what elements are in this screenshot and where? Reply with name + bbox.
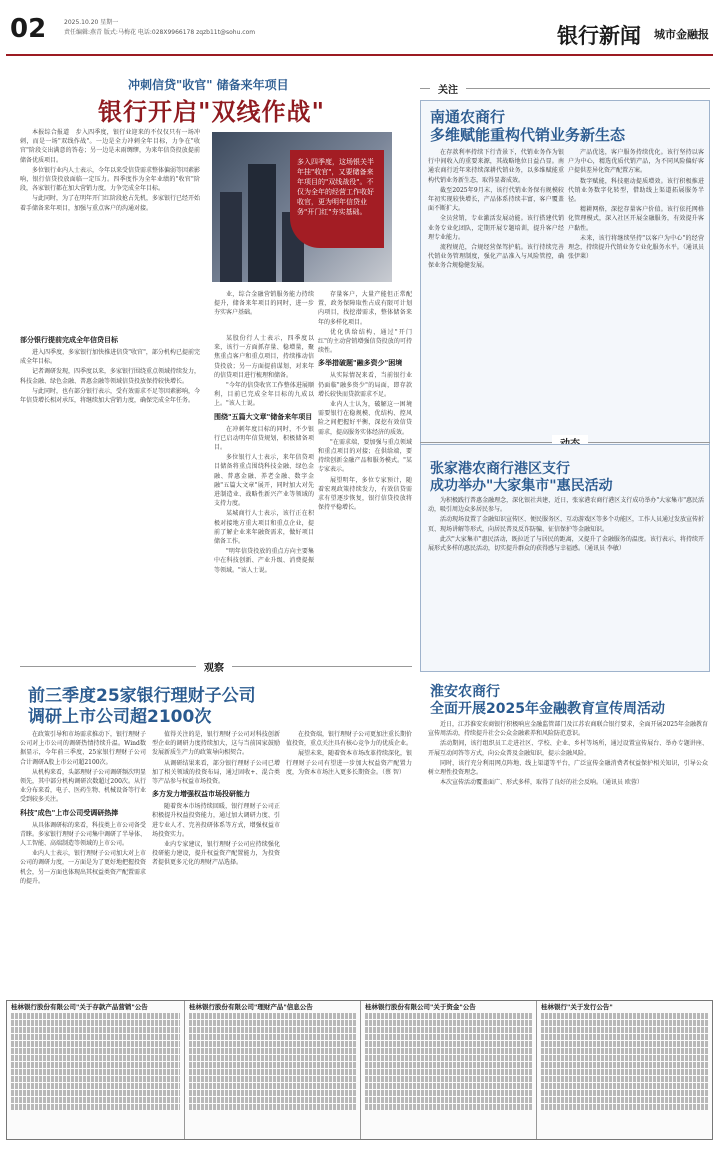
lead-headline: 银行开启"双线作战" [98, 97, 326, 126]
nantong-headline-1: 南通农商行 [430, 108, 506, 126]
subheading: 围绕"五篇大文章"储备来年项目 [214, 412, 313, 421]
paragraph: 截至2025年9月末，该行代销业务保有规模较年初实现较快增长，产品体系持续丰富，客户覆盖面不断扩大。 [428, 186, 564, 213]
lead-column-3 [318, 290, 412, 635]
observation-headline-1: 前三季度25家银行理财子公司 [28, 686, 256, 706]
lead-column-2 [214, 290, 314, 330]
paragraph: 某股份行人士表示，四季度以来，该行一方面抓存量、稳增量，聚焦重点客户和重点项目，持续推动信贷投放；另一方面提前谋划，对来年的信贷项目进行梳理和储备。 [214, 335, 314, 379]
subheading: 多举措破题"融多资少"困境 [318, 359, 403, 368]
paragraph: 近日，江苏淮安农商银行积极响应金融监管部门及江苏农商联合银行要求，全面开展2025年金融教育宣传周活动，持续提升社会公众金融素养和风险防范意识。 [428, 721, 708, 738]
paragraph: 随着资本市场持续回暖，银行理财子公司正积极提升权益投资能力，通过加大调研力度、引进专业人才、完善投研体系等方式，增强权益市场投资实力。 [152, 803, 280, 838]
issue-date: 2025.10.20 星期一 [64, 19, 119, 26]
observation-column-2 [152, 730, 280, 992]
paragraph: 精耕网格，深挖存量客户价值。该行依托网格化管理模式，深入社区开展金融服务，有效提升客户黏性。 [568, 206, 704, 232]
paragraph: 与此同时，也有部分银行表示，受有效需求不足等因素影响，今年信贷增长相对承压，将继续加大营销力度，确保完成全年任务。 [20, 387, 200, 405]
paragraph: 此次"大家集市"惠民活动，既拉近了与居民的距离，又提升了金融服务的温度。该行表示，将持续开展形式多样的惠民活动，切实提升群众的获得感与幸福感。（通讯员 李敏） [428, 535, 704, 553]
paragraph: 多位银行人士表示，来年信贷项目储备将重点围绕科技金融、绿色金融、普惠金融、养老金融、数字金融"五篇大文章"展开，同时加大对先进制造业、战略性新兴产业等领域的支持力度。 [214, 454, 314, 508]
paragraph: 业内人士表示，银行理财子公司加大对上市公司的调研力度，一方面是为了更好地把握投资机会，另一方面也体现出其权益类资产配置需求的提升。 [20, 850, 146, 885]
legal-notice-strip [6, 1000, 713, 1140]
nantong-column-2 [568, 148, 704, 438]
paragraph: 从调研结果来看，部分银行理财子公司已增加了相关领域的投资布局，通过固收+、混合类等产品参与权益市场投资。 [152, 759, 280, 786]
notice-title: 桂林银行股份有限公司"关于存款产品营销"公告 [11, 1003, 148, 1011]
building-shape [248, 164, 276, 282]
legal-notice [7, 1001, 185, 1139]
lead-column-1 [20, 128, 200, 328]
paragraph: 为积极践行普惠金融理念，深化银社共建，近日，张家港农商行港区支行成功举办"大家集市"惠民活动，吸引周边众多居民参与。 [428, 497, 704, 514]
paragraph: 从实际情况来看，当前银行业仍面临"融多资少"的局面，即存款增长较快而贷款需求不足。 [318, 372, 412, 398]
paragraph: "在需求端，要加强与重点领域和重点项目的对接；在供给端，要持续创新金融产品和服务模式。"某专家表示。 [318, 438, 412, 474]
observation-column-1 [20, 730, 146, 992]
paragraph: 在政策引导和市场需求推动下，银行理财子公司对上市公司的调研热情持续升温。Wind数据显示，今年前三季度，25家银行理财子公司合计调研A股上市公司超2100次。 [20, 731, 146, 766]
paragraph: 全员营销，专业激活发展动能。该行搭建代销业务专业化团队，定期开展专题培训，提升客户经理专业能力。 [428, 215, 564, 241]
lead-column-2b [214, 334, 314, 634]
subheading: 科技"成色"上市公司受调研热捧 [20, 808, 119, 817]
observation-headline-2: 调研上市公司超2100次 [28, 707, 212, 727]
notice-title: 桂林银行"关于发行公告" [541, 1003, 613, 1011]
huaian-headline-2: 全面开展2025年金融教育宣传周活动 [430, 701, 665, 717]
legal-notice [361, 1001, 537, 1139]
section-title: 银行新闻 [557, 24, 641, 48]
paragraph: 值得关注的是，银行理财子公司对科技创新型企业的调研力度持续加大，这与当前国家鼓励发展新质生产力的政策导向相契合。 [152, 731, 280, 757]
paragraph: 在冲刺年度目标的同时，不少银行已启动明年信贷规划，积极储备项目。 [214, 425, 314, 452]
notice-title: 桂林银行股份有限公司"关于资金"公告 [365, 1003, 476, 1011]
paragraph: 业内专家建议，银行理财子公司应持续强化投研能力建设，提升权益资产配置能力，为投资者提供更多元化的理财产品选择。 [152, 841, 280, 867]
paragraph: 展望明年，多位专家预计，随着宏观政策持续发力，有效信贷需求有望逐步恢复，银行信贷投放将保持平稳增长。 [318, 476, 412, 512]
paragraph: 数字赋能，科技驱动提质增效。该行积极推进代销业务数字化转型，借助线上渠道拓展服务半径。 [568, 177, 704, 204]
section-tag-observation: 观察 [196, 659, 232, 674]
paragraph: 活动现场设置了金融知识宣传区、便民服务区、互动游戏区等多个功能区，工作人员通过发放宣传折页、现场讲解等形式，向居民普及反诈防骗、征信保护等金融知识。 [428, 516, 704, 533]
observation-column-3 [286, 730, 412, 992]
huaian-body [428, 720, 708, 992]
paragraph: "明年信贷投放的重点方向主要集中在科技创新、产业升级、消费提振等领域。"该人士说。 [214, 548, 314, 574]
lead-column-1b [20, 332, 200, 632]
paragraph: 优化供给结构，通过"开门红"的主动营销增强信贷投放的可持续性。 [318, 328, 412, 355]
paragraph: 进入四季度，多家银行加快推进信贷"收官"，部分机构已提前完成全年目标。 [20, 349, 200, 366]
paragraph: 多位银行业内人士表示，今年以来受信贷需求整体偏弱等因素影响，银行信贷投放面临一定压力。四季度作为全年业绩的"收官"阶段，各家银行都在加大营销力度，力争完成全年目标。 [20, 166, 200, 193]
paragraph: 业内人士认为，破解这一困境需要银行在稳规模、优结构、控风险之间把握好平衡，深挖有效信贷需求，提高服务实体经济的质效。 [318, 401, 412, 436]
subheading: 部分银行提前完成全年信贷目标 [20, 336, 118, 344]
legal-notice [185, 1001, 361, 1139]
huaian-headline-1: 淮安农商行 [430, 684, 500, 700]
paragraph: 同时，该行充分利用网点阵地、线上渠道等平台，广泛宣传金融消费者权益保护相关知识，引导公众树立理性投资理念。 [428, 759, 708, 777]
legal-notice [537, 1001, 712, 1139]
paragraph: 活动期间，该行组织员工走进社区、学校、企业、乡村等场所，通过设置宣传展台、举办专题讲座、开展互动问答等方式，向公众普及金融知识，提示金融风险。 [428, 740, 708, 757]
zhangjiagang-headline-1: 张家港农商行港区支行 [430, 461, 570, 477]
paragraph: 业，综合金融营销服务能力持续提升，储备来年项目的同时，进一步夯实客户基础。 [214, 291, 314, 317]
nantong-column-1 [428, 148, 564, 438]
notice-title: 桂林银行股份有限公司"理财产品"信息公告 [189, 1003, 313, 1011]
subheading: 多方发力增强权益市场投研能力 [152, 790, 250, 799]
paragraph: "今年的信贷收官工作整体进展顺利，目前已完成全年目标的九成以上。"该人士说。 [214, 382, 314, 408]
paragraph: 从具体调研标的来看，科技类上市公司备受青睐。多家银行理财子公司集中调研了半导体、人工智能、高端制造等领域的上市公司。 [20, 821, 146, 848]
zhangjiagang-body [428, 496, 704, 666]
page-number: 02 [10, 14, 47, 44]
paragraph: 产品优选，客户服务持续优化。该行坚持以客户为中心，精选优质代销产品，为不同风险偏好客户提供差异化资产配置方案。 [568, 149, 704, 175]
newspaper-logo: 城市金融报 [654, 28, 709, 41]
section-tag-focus: 关注 [430, 81, 466, 96]
paragraph: 与此同时，为了在明年开门红阶段抢占先机，多家银行已经开始着手储备来年项目，加强与重点客户的沟通对接。 [20, 195, 200, 212]
paragraph: 本次宣传活动覆盖面广、形式多样，取得了良好的社会反响。（通讯员 欧蓉） [440, 779, 643, 787]
paragraph: 未来，该行将继续坚持"以客户为中心"的经营理念，持续提升代销业务专业化服务水平。（通讯员 张伊莱） [568, 234, 704, 261]
pull-quote: 多入四季度，这场银关半年挂"收官"，又要储备来年项目的"双线战役"。不仅为全年的经营工作收好收官，更为明年信贷业务"开门红"夯实基础。 [290, 150, 384, 248]
paragraph: 存量客户，大量产能但正常配置，政务保障取性占成有限可计划内项目，找挖潜需求，整体储备来年的多样化项目。 [318, 291, 412, 326]
masthead [6, 10, 713, 56]
building-shape [220, 192, 242, 282]
editor-info: 责任编辑:燕青 版式:马梅花 电话:028X9966178 zqzb11t@sohu.com [64, 29, 256, 36]
nantong-headline-2: 多维赋能重构代销业务新生态 [430, 126, 626, 144]
paragraph: 某城商行人士表示，该行正在积极对接地方重大项目和重点企业，提前了解企业来年融资需求，做好项目储备工作。 [214, 510, 314, 546]
paragraph: 从机构来看，头部理财子公司调研频次明显领先，其中部分机构调研次数超过200次。从行业分布来看，电子、医药生物、机械设备等行业受到较多关注。 [20, 768, 146, 804]
paragraph: 展望未来，随着资本市场改革持续深化，银行理财子公司有望进一步加大权益资产配置力度，为资本市场注入更多长期资金。（蔡 智） [286, 750, 412, 776]
zhangjiagang-headline-2: 成功举办"大家集市"惠民活动 [430, 478, 613, 494]
lead-kicker: 冲刺信贷"收官" 储备来年项目 [128, 78, 289, 92]
paragraph: 记者调研发现，四季度以来，多家银行围绕重点领域持续发力，科技金融、绿色金融、普惠金融等领域信贷投放保持较快增长。 [20, 368, 200, 385]
paragraph: 流程规范，合规经营保驾护航。该行持续完善代销业务管理制度，强化产品准入与风险管控，确保业务合规稳健发展。 [428, 244, 564, 270]
paragraph: 在存款利率持续下行背景下，代销业务作为银行中间收入的重要来源，其战略地位日益凸显。南通农商行近年来持续深耕代销业务，以多维赋能重构代销业务新生态，取得显著成效。 [428, 149, 564, 184]
paragraph: 在投资端，银行理财子公司更加注重长期价值投资，重点关注具有核心竞争力的优质企业。 [286, 731, 412, 748]
paragraph: 本报综合报道 步入四季度，银行业迎来的不仅仅只有一场冲刺，而是一场"双线作战"。一边是全力冲刺全年目标，力争在"收官"阶段交出满意的答卷；另一边是未雨绸缪，为来年信贷投放提前储备优质项目。 [20, 129, 200, 164]
